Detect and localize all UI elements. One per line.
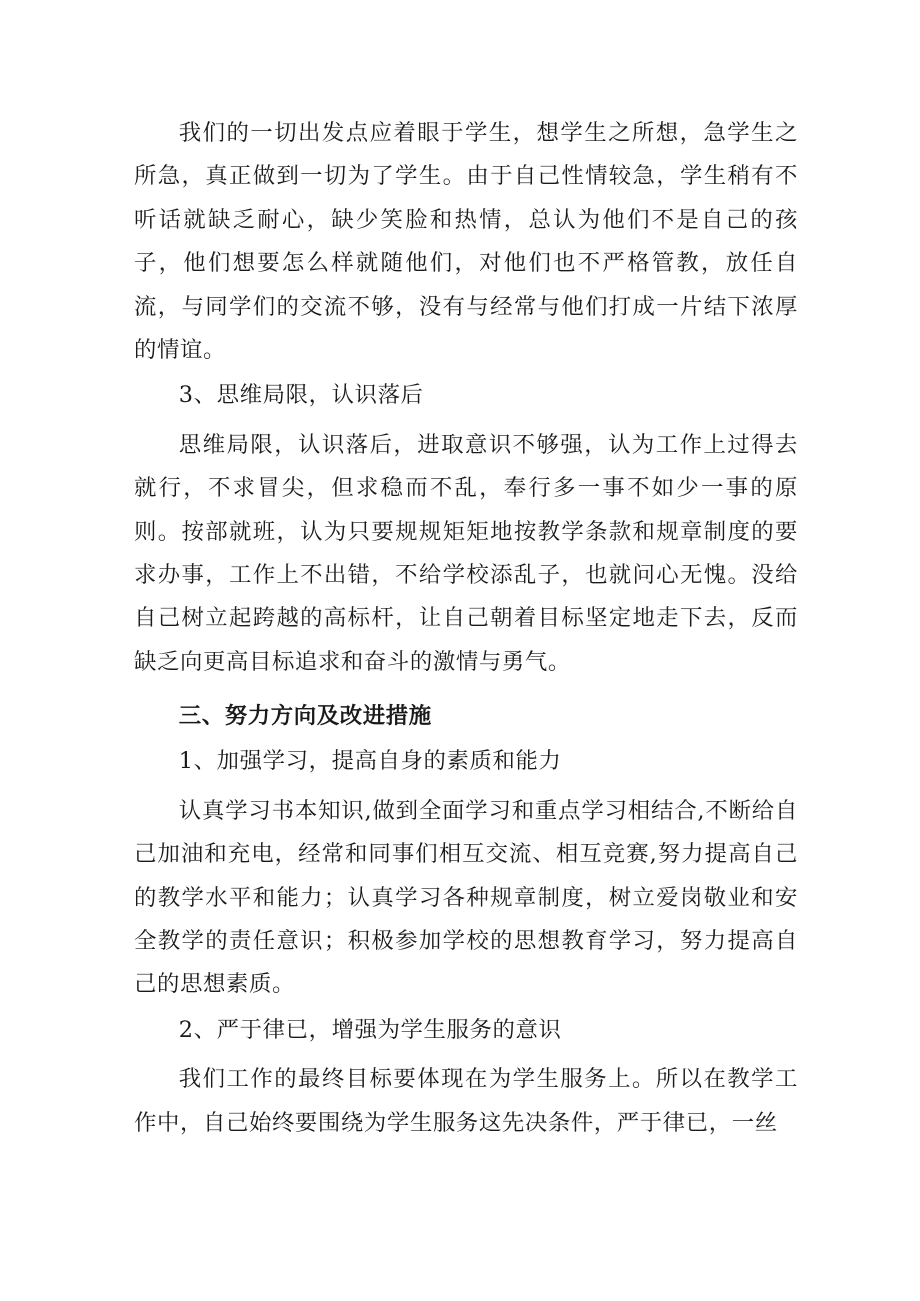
paragraph-self-discipline: 我们工作的最终目标要体现在为学生服务上。所以在教学工作中，自己始终要围绕为学生服务这先决条件，严于律已，一丝 — [134, 1066, 798, 1136]
document-body — [134, 112, 798, 1145]
subheading-thinking-limits: 3、思维局限，认识落后 — [178, 382, 424, 409]
paragraph-thinking-limits: 思维局限，认识落后，进取意识不够强，认为工作上过得去就行，不求冒尖，但求稳而不乱，奉行多一事不如少一事的原则。按部就班，认为只要规规矩矩地按教学条款和规章制度的要求办事，工作上不出错，不给学校添乱子，也就问心无愧。没给自己树立起跨越的高标杆，让自己朝着目标坚定地走下去，反而缺乏向更高目标追求和奋斗的激情与勇气。 — [134, 431, 798, 675]
paragraph-strengthen-learning: 认真学习书本知识,做到全面学习和重点学习相结合,不断给自己加油和充电，经常和同事们相互交流、相互竞赛,努力提高自己的教学水平和能力；认真学习各种规章制度，树立爱岗敬业和安全教学的责任意识；积极参加学校的思想教育学习，努力提高自己的思想素质。 — [134, 797, 798, 998]
paragraph-student-focus: 我们的一切出发点应着眼于学生，想学生之所想，急学生之所急，真正做到一切为了学生。由于自己性情较急，学生稍有不听话就缺乏耐心，缺少笑脸和热情，总认为他们不是自己的孩子，他们想要怎么样就随他们，对他们也不严格管教，放任自流，与同学们的交流不够，没有与经常与他们打成一片结下浓厚的情谊。 — [134, 120, 798, 364]
section-heading-improvement: 三、努力方向及改进措施 — [178, 703, 432, 730]
subheading-strengthen-learning: 1、加强学习，提高自身的素质和能力 — [178, 748, 562, 775]
subheading-self-discipline: 2、严于律已，增强为学生服务的意识 — [178, 1016, 562, 1043]
